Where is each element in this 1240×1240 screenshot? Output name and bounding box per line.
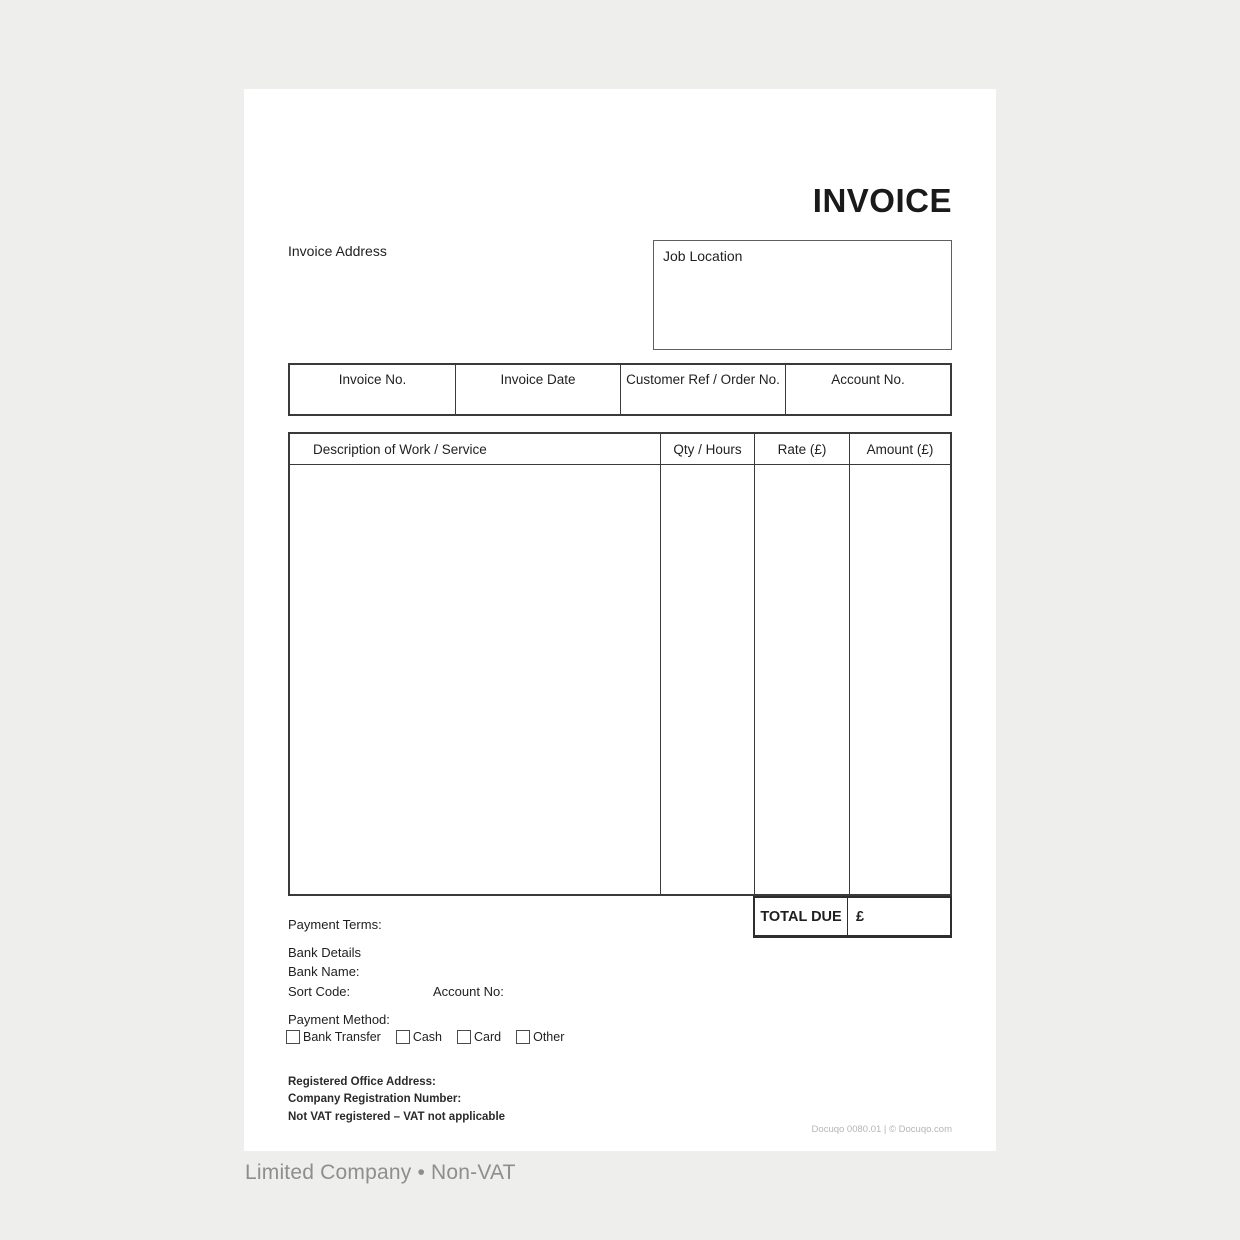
other-checkbox[interactable]: [516, 1030, 530, 1044]
card-label: Card: [474, 1030, 502, 1044]
description-column-field[interactable]: [290, 465, 660, 894]
document-reference: Docuqo 0080.01 | © Docuqo.com: [811, 1124, 952, 1135]
rate-column-header: Rate (£): [754, 434, 849, 465]
cash-option: [396, 1030, 442, 1044]
description-column-header: Description of Work / Service: [290, 434, 660, 465]
account-no-label: Account No:: [433, 984, 504, 999]
job-location-field[interactable]: [653, 240, 952, 350]
bank-name-label: Bank Name:: [288, 964, 360, 979]
account-no-field[interactable]: [785, 365, 950, 414]
card-checkbox[interactable]: [457, 1030, 471, 1044]
account-no-header-label: Account No.: [831, 372, 905, 387]
cash-label: Cash: [412, 1030, 443, 1044]
payment-method-options: [286, 1030, 579, 1044]
template-caption: Limited Company • Non-VAT: [245, 1161, 516, 1184]
customer-ref-label: Customer Ref / Order No.: [626, 372, 780, 387]
invoice-date-field[interactable]: [455, 365, 620, 414]
work-items-table: [288, 432, 952, 896]
total-due-amount-field[interactable]: [847, 898, 950, 935]
vat-note: Not VAT registered – VAT not applicable: [288, 1111, 506, 1123]
amount-column-field[interactable]: [849, 465, 950, 894]
amount-column-header: Amount (£): [849, 434, 950, 465]
bank-transfer-option: [286, 1030, 381, 1044]
other-option: [516, 1030, 564, 1044]
registered-office-label: Registered Office Address:: [288, 1076, 436, 1088]
qty-hours-column-header: Qty / Hours: [660, 434, 754, 465]
sort-code-label: Sort Code:: [288, 984, 351, 999]
card-option: [457, 1030, 501, 1044]
cash-checkbox[interactable]: [396, 1030, 410, 1044]
invoice-no-field[interactable]: [290, 365, 455, 414]
invoice-date-label: Invoice Date: [500, 372, 576, 387]
other-label: Other: [533, 1030, 565, 1044]
invoice-page: [244, 89, 996, 1151]
bank-transfer-checkbox[interactable]: [286, 1030, 300, 1044]
invoice-no-label: Invoice No.: [338, 372, 407, 387]
bank-transfer-label: Bank Transfer: [303, 1030, 381, 1044]
invoice-address-label: Invoice Address: [288, 243, 387, 259]
customer-ref-field[interactable]: [620, 365, 785, 414]
payment-method-label: Payment Method:: [288, 1012, 390, 1027]
invoice-info-table: [288, 363, 952, 416]
job-location-label: Job Location: [663, 248, 743, 264]
bank-details-label: Bank Details: [288, 945, 361, 960]
qty-hours-column-field[interactable]: [660, 465, 754, 894]
payment-terms-label: Payment Terms:: [288, 917, 382, 932]
currency-symbol: £: [856, 908, 865, 925]
company-registration-label: Company Registration Number:: [288, 1093, 462, 1105]
total-due-label: TOTAL DUE: [760, 908, 842, 925]
total-due-row: [753, 896, 952, 938]
page-title: INVOICE: [812, 182, 952, 219]
rate-column-field[interactable]: [754, 465, 849, 894]
